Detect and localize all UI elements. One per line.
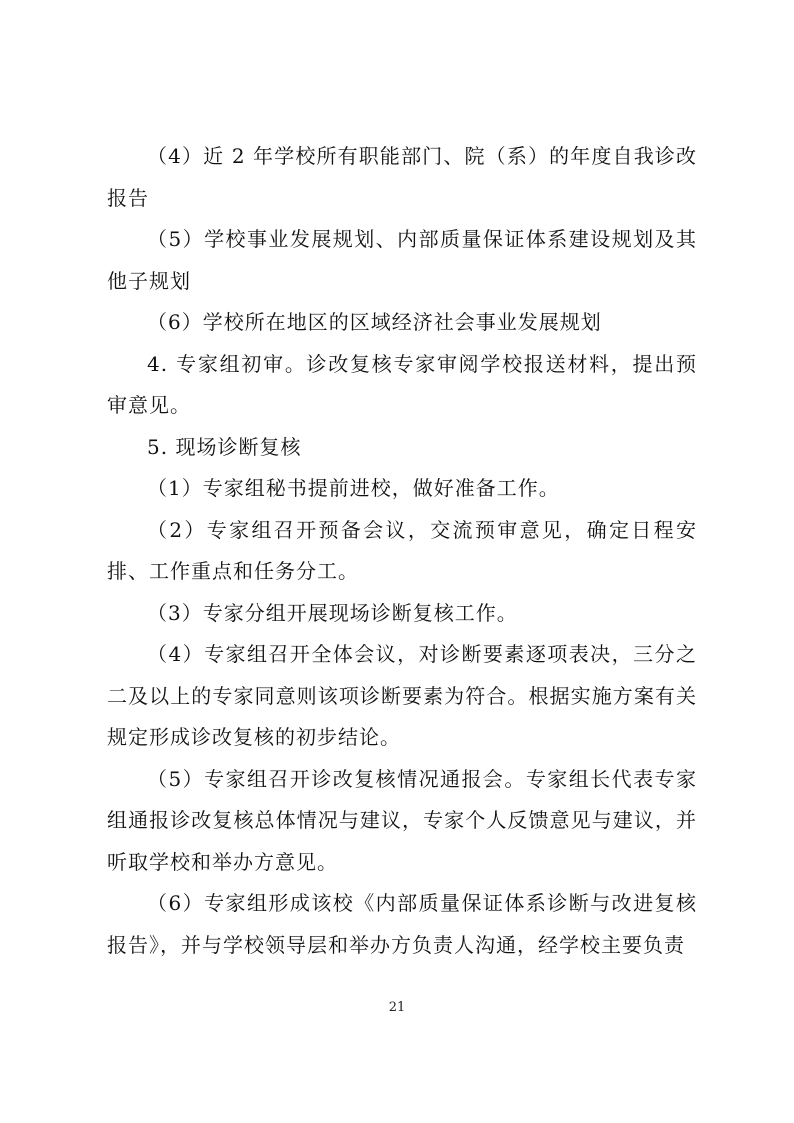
paragraph-step-5-onsite-review: 5. 现场诊断复核 — [147, 434, 302, 459]
paragraph-onsite-item-1: （1）专家组秘书提前进校，做好准备工作。 — [147, 476, 560, 500]
paragraph-item-5-development-plans: （5）学校事业发展规划、内部质量保证体系建设规划及其他子规划 — [107, 227, 697, 293]
paragraph-onsite-item-4: （4）专家组召开全体会议，对诊断要素逐项表决，三分之二及以上的专家同意则该项诊断要素为符合。根据实施方案有关规定形成诊改复核的初步结论。 — [107, 642, 697, 749]
document-body — [107, 136, 697, 966]
paragraph-item-6-regional-plan: （6）学校所在地区的区域经济社会事业发展规划 — [147, 310, 602, 334]
paragraph-item-4-self-diagnosis-reports: （4）近 2 年学校所有职能部门、院（系）的年度自我诊改报告 — [107, 144, 697, 210]
paragraph-onsite-item-6: （6）专家组形成该校《内部质量保证体系诊断与改进复核报告》，并与学校领导层和举办方负责人沟通，经学校主要负责 — [107, 891, 697, 957]
paragraph-step-4-preliminary-review: 4. 专家组初审。诊改复核专家审阅学校报送材料，提出预审意见。 — [107, 351, 697, 417]
paragraph-onsite-item-2: （2）专家组召开预备会议，交流预审意见，确定日程安排、工作重点和任务分工。 — [107, 517, 697, 583]
paragraph-onsite-item-3: （3）专家分组开展现场诊断复核工作。 — [147, 600, 518, 625]
paragraph-onsite-item-5: （5）专家组召开诊改复核情况通报会。专家组长代表专家组通报诊改复核总体情况与建议，专家个人反馈意见与建议，并听取学校和举办方意见。 — [107, 766, 697, 874]
page-number: 21 — [388, 1000, 406, 1015]
